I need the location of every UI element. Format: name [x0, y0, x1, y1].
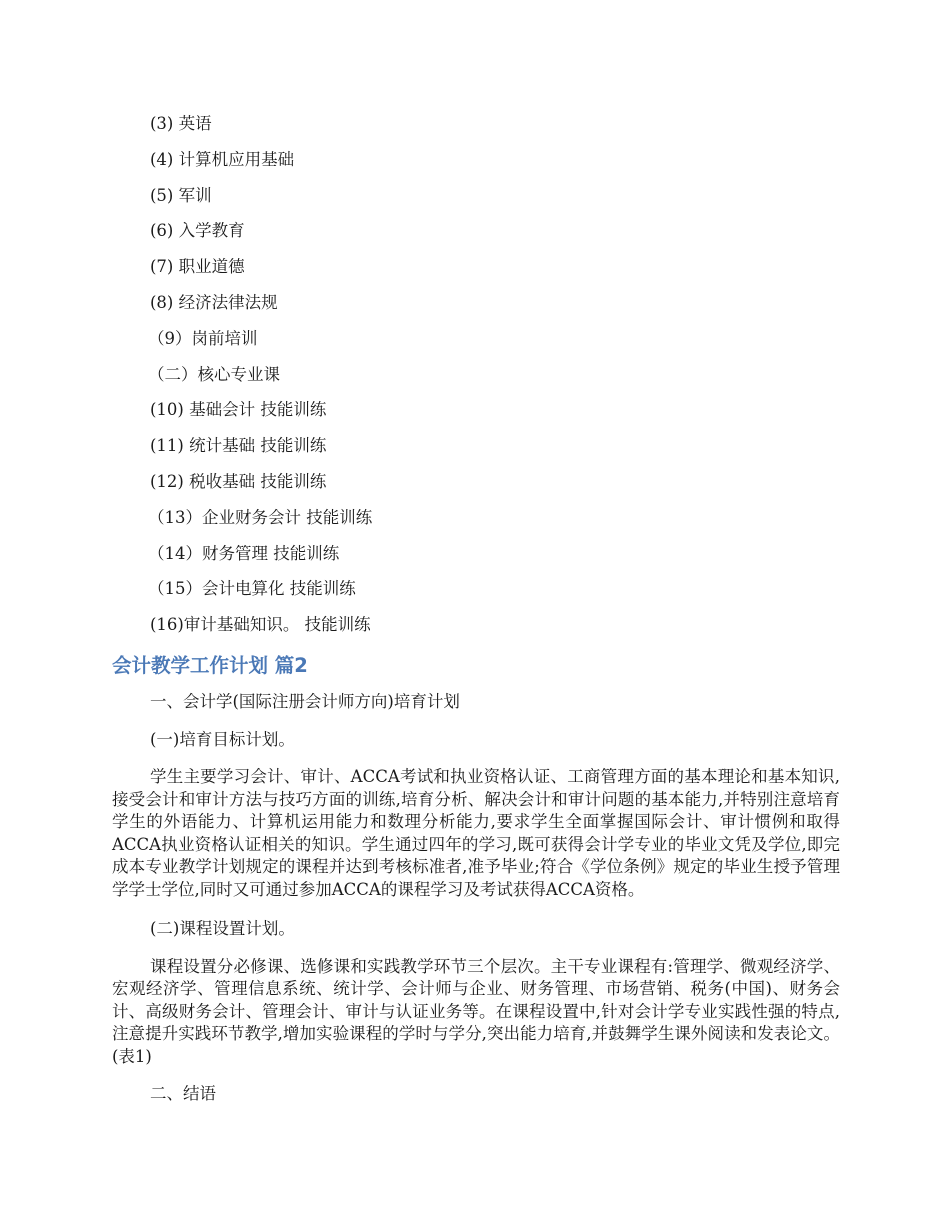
list-item: (5) 军训 — [150, 185, 212, 205]
subsection-title: (一)培育目标计划。 — [150, 730, 295, 749]
subsection-title: (二)课程设置计划。 — [150, 918, 295, 938]
list-item: (3) 英语 — [150, 114, 212, 133]
list-item: (16)审计基础知识。 技能训练 — [150, 615, 371, 635]
list-item: (4) 计算机应用基础 — [150, 149, 295, 169]
subsection-title: 一、会计学(国际注册会计师方向)培育计划 — [150, 692, 460, 711]
list-item: (7) 职业道德 — [150, 257, 245, 277]
list-item: (6) 入学教育 — [150, 221, 245, 241]
body-paragraph: 学生主要学习会计、审计、ACCA考试和执业资格认证、工商管理方面的基本理论和基本知识,接受会计和审计方法与技巧方面的训练,培育分析、解决会计和审计问题的基本能力,并特别注意培育学生的外语能力、计算机运用能力和数理分析能力,要求学生全面掌握国际会计、审计惯例和取得ACCA执业资格认证相关的知识。学生通过四年的学习,既可获得会计学专业的毕业文凭及学位,即完成本专业教学计划规定的课程并达到考核标准者,准予毕业;符合《学位条例》规定的毕业生授予管理学学士学位,同时又可通过参加ACCA的课程学习及考试获得ACCA资格。 — [112, 767, 840, 899]
list-item: (8) 经济法律法规 — [150, 292, 278, 312]
list-item: （14）财务管理 技能训练 — [148, 543, 340, 563]
section-body — [112, 690, 840, 1106]
list-item: （二）核心专业课 — [148, 364, 280, 384]
course-list — [150, 111, 850, 648]
list-item: (10) 基础会计 技能训练 — [150, 400, 327, 420]
body-paragraph: 课程设置分必修课、选修课和实践教学环节三个层次。主干专业课程有:管理学、微观经济学、宏观经济学、管理信息系统、统计学、会计师与企业、财务管理、市场营销、税务(中国)、财务会计、高级财务会计、管理会计、审计与认证业务等。在课程设置中,针对会计学专业实践性强的特点,注意提升实践环节教学,增加实验课程的学时与学分,突出能力培育,并鼓舞学生课外阅读和发表论文。(表1) — [112, 956, 840, 1066]
list-item: (12) 税收基础 技能训练 — [150, 471, 327, 491]
list-item: （15）会计电算化 技能训练 — [148, 579, 356, 599]
section-heading: 会计教学工作计划 篇2 — [112, 654, 308, 677]
list-item: （13）企业财务会计 技能训练 — [148, 507, 373, 527]
list-item: （9）岗前培训 — [148, 328, 258, 348]
subsection-title: 二、结语 — [150, 1083, 216, 1103]
list-item: (11) 统计基础 技能训练 — [150, 436, 327, 456]
